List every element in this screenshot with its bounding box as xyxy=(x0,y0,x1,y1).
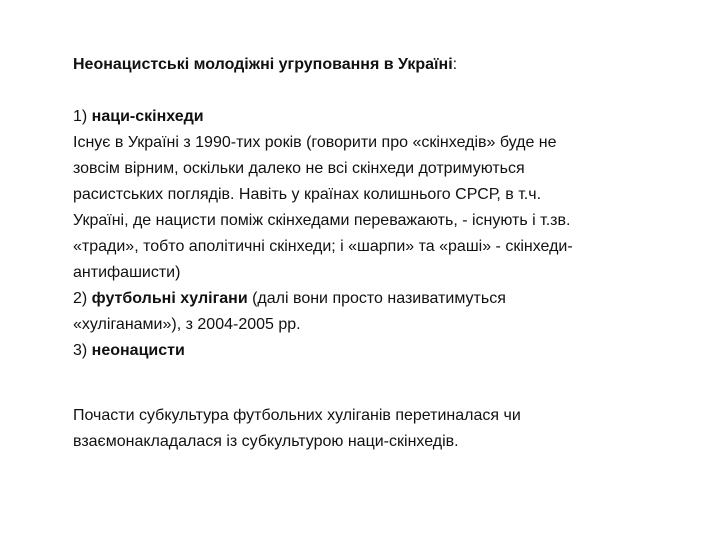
list-item-2-line-1 xyxy=(73,286,673,312)
list-item-1-description-line-1: Існує в Україні з 1990-тих років (говорити про «скінхедів» буде не xyxy=(73,134,557,151)
list-item-1-marker: 1) xyxy=(73,108,92,125)
list-item-2-marker: 2) xyxy=(73,290,92,307)
list-item-1-description-line-5: «тради», тобто аполітичні скінхеди; і «шарпи» та «раші» - скінхеди- xyxy=(73,238,573,255)
closing-paragraph xyxy=(73,403,673,455)
list-item-1-name: наци-скінхеди xyxy=(91,108,204,125)
list-item-1-description-line-2: зовсім вірним, оскільки далеко не всі скінхеди дотримуються xyxy=(73,160,525,177)
closing-line-2: взаємонакладалася із субкультурою наци-скінхедів. xyxy=(73,433,459,450)
list-item-3-name: неонацисти xyxy=(91,342,185,359)
groups-list xyxy=(73,104,673,364)
list-item-1-heading xyxy=(73,104,673,130)
list-item-2-rest: (далі вони просто називатимуться xyxy=(247,290,506,307)
document-title-text: Неонацистські молодіжні угруповання в Україні xyxy=(73,56,453,73)
list-item-1-description-line-3: расистських поглядів. Навіть у країнах колишнього СРСР, в т.ч. xyxy=(73,186,542,203)
list-item-3-heading xyxy=(73,338,673,364)
list-item-2-line-2: «хуліганами»), з 2004-2005 рр. xyxy=(73,316,301,333)
list-item-1-description-line-4: Україні, де нацисти поміж скінхедами переважають, - існують і т.зв. xyxy=(73,212,571,229)
list-item-3-marker: 3) xyxy=(73,342,92,359)
closing-line-1: Почасти субкультура футбольних хуліганів перетиналася чи xyxy=(73,407,521,424)
list-item-2-name: футбольні хулігани xyxy=(91,290,248,307)
document-title xyxy=(73,52,673,78)
list-item-1-description-line-6: антифашисти) xyxy=(73,264,181,281)
document-title-colon: : xyxy=(452,56,458,73)
